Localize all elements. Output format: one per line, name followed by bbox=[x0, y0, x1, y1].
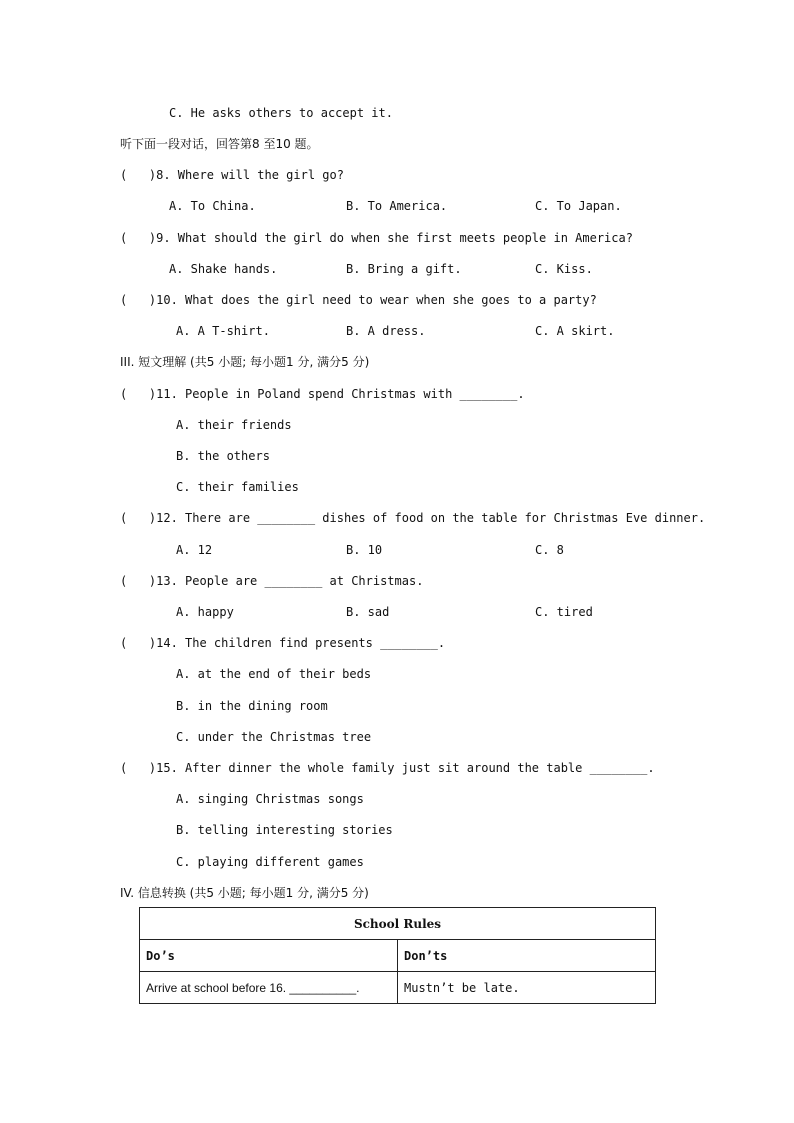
question-stem: ( )13. People are ________ at Christmas. bbox=[120, 574, 424, 588]
option-c: C. under the Christmas tree bbox=[176, 730, 372, 744]
dos-header: Do’s bbox=[140, 940, 398, 972]
dialog-instruction: 听下面一段对话，回答第8 至10 题。 bbox=[120, 137, 319, 151]
option-c: C. 8 bbox=[535, 543, 564, 557]
question-stem: ( )15. After dinner the whole family just sit around the table ________. bbox=[120, 761, 655, 775]
row1-do-cell: Arrive at school before 16. __________. bbox=[140, 972, 398, 1004]
option-a: A. A T-shirt. bbox=[176, 324, 270, 338]
option-b: B. A dress. bbox=[346, 324, 426, 338]
donts-header: Don’ts bbox=[398, 940, 656, 972]
option-a: A. To China. bbox=[169, 199, 256, 213]
option-b: B. telling interesting stories bbox=[176, 823, 393, 837]
option-c: C. A skirt. bbox=[535, 324, 615, 338]
option-a: A. Shake hands. bbox=[169, 262, 278, 276]
option-c: C. To Japan. bbox=[535, 199, 622, 213]
question-stem: ( )9. What should the girl do when she first meets people in America? bbox=[120, 231, 633, 245]
question-stem: ( )8. Where will the girl go? bbox=[120, 168, 344, 182]
option-b: B. sad bbox=[346, 605, 390, 619]
option-a: A. 12 bbox=[176, 543, 213, 557]
section3-heading: III. 短文理解 (共5 小题; 每小题1 分, 满分5 分) bbox=[120, 355, 370, 369]
option-b: B. To America. bbox=[346, 199, 448, 213]
q7-option-c: C. He asks others to accept it. bbox=[169, 106, 393, 120]
option-c: C. playing different games bbox=[176, 855, 364, 869]
option-c: C. tired bbox=[535, 605, 593, 619]
table-title: School Rules bbox=[140, 908, 656, 940]
option-a: A. happy bbox=[176, 605, 234, 619]
option-c: C. Kiss. bbox=[535, 262, 593, 276]
option-b: B. Bring a gift. bbox=[346, 262, 462, 276]
option-b: B. 10 bbox=[346, 543, 383, 557]
question-stem: ( )11. People in Poland spend Christmas with ________. bbox=[120, 387, 525, 401]
question-stem: ( )12. There are ________ dishes of food on the table for Christmas Eve dinner. bbox=[120, 511, 706, 525]
question-stem: ( )10. What does the girl need to wear when she goes to a party? bbox=[120, 293, 597, 307]
option-c: C. their families bbox=[176, 480, 299, 494]
option-b: B. in the dining room bbox=[176, 699, 328, 713]
question-stem: ( )14. The children find presents ________. bbox=[120, 636, 446, 650]
option-a: A. singing Christmas songs bbox=[176, 792, 364, 806]
section4-heading: IV. 信息转换 (共5 小题; 每小题1 分, 满分5 分) bbox=[120, 886, 369, 900]
school-rules-table bbox=[139, 907, 656, 1004]
option-b: B. the others bbox=[176, 449, 270, 463]
option-a: A. at the end of their beds bbox=[176, 667, 372, 681]
option-a: A. their friends bbox=[176, 418, 292, 432]
row1-dont-cell: Mustn’t be late. bbox=[398, 972, 656, 1004]
